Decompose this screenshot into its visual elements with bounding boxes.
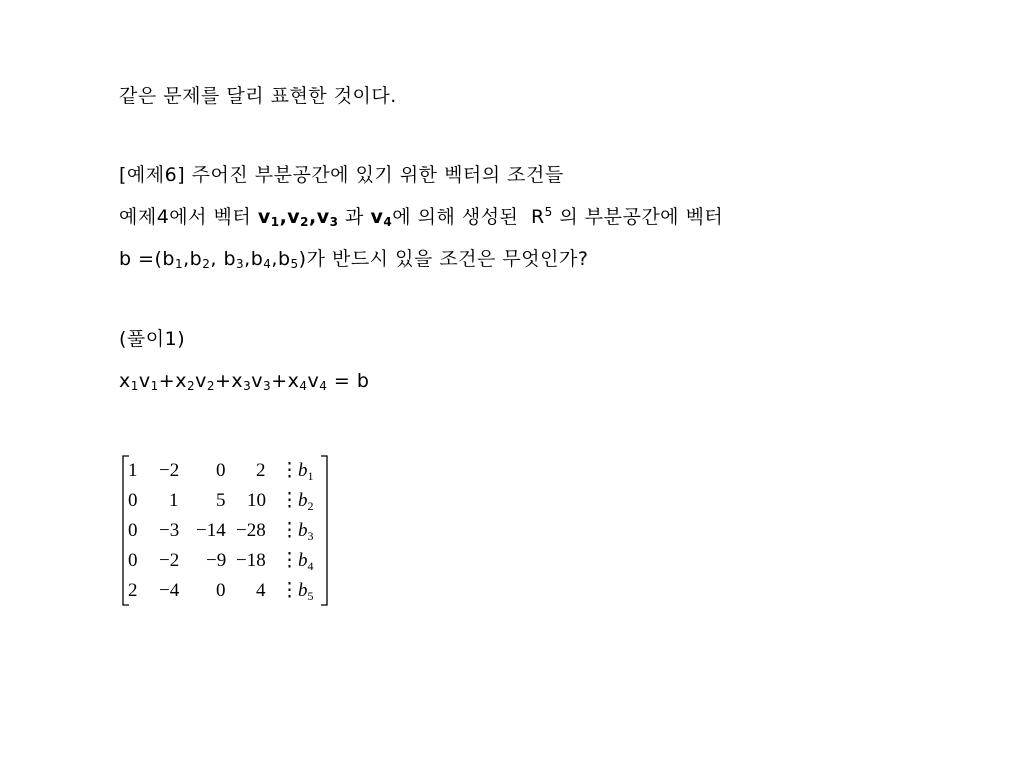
matrix-cell: −9 [206, 550, 227, 571]
example-line1-suffix: 의 부분공간에 벡터 [559, 206, 724, 228]
matrix-cell: −18 [236, 550, 266, 571]
matrix-cell: −4 [159, 580, 180, 601]
matrix-cell: 0 [128, 550, 138, 571]
matrix-cell: 0 [128, 490, 138, 511]
matrix-rhs-variable: $b_5$ [298, 580, 314, 603]
vector-v3: $v_3$ [316, 206, 339, 229]
matrix-cell: −3 [159, 520, 180, 541]
matrix-rhs-variable: $b_4$ [298, 550, 314, 573]
example-line1-mid: 에 의해 생성된 [392, 206, 519, 228]
matrix-cell: 2 [128, 580, 138, 601]
linear-combination-equation: $x_1v_1+x_2v_2+x_3v_3+x_4v_4 = b$ [119, 370, 370, 393]
solution-label: (풀이1) [119, 328, 186, 350]
augment-separator: ⋮ [280, 460, 299, 481]
matrix-cell: 5 [216, 490, 226, 511]
matrix-cell: 1 [128, 460, 138, 481]
matrix-cell: −2 [159, 460, 180, 481]
matrix-cell: 0 [216, 580, 226, 601]
augment-separator: ⋮ [280, 490, 299, 511]
matrix-rhs-variable: $b_1$ [298, 460, 314, 483]
example-heading: [예제6] 주어진 부분공간에 있기 위한 벡터의 조건들 [119, 164, 564, 186]
matrix-rhs-variable: $b_2$ [298, 490, 314, 513]
example-line-2: $b =(b_1,b_2$, $b_3,b_4,b_5$)가 반드시 있을 조건은 무엇인가? [119, 248, 589, 271]
vector-v2: $v_2$ [287, 206, 310, 229]
example-line1-prefix: 예제4에서 벡터 [119, 206, 252, 228]
matrix-cell: 0 [128, 520, 138, 541]
example-line-1: 예제4에서 벡터 $v_1,v_2,v_3$ 과 $v_4$에 의해 생성된 $R^5$ 의 부분공간에 벡터 [119, 205, 724, 229]
conjunction: 과 [345, 206, 364, 228]
augment-separator: ⋮ [280, 550, 299, 571]
matrix-cell: −28 [236, 520, 266, 541]
vector-v1: $v_1$ [257, 206, 280, 229]
space-r5: $R^5$ [530, 205, 553, 228]
intro-line: 같은 문제를 달리 표현한 것이다. [119, 85, 397, 107]
vector-v4: $v_4$ [370, 206, 393, 229]
matrix-cell: 1 [169, 490, 179, 511]
matrix-rhs-variable: $b_3$ [298, 520, 314, 543]
augment-separator: ⋮ [280, 520, 299, 541]
matrix-cell: 10 [247, 490, 266, 511]
matrix-cell: −14 [196, 520, 226, 541]
matrix-cell: −2 [159, 550, 180, 571]
augment-separator: ⋮ [280, 580, 299, 601]
matrix-cell: 4 [256, 580, 266, 601]
matrix-cell: 2 [256, 460, 266, 481]
matrix-cell: 0 [216, 460, 226, 481]
